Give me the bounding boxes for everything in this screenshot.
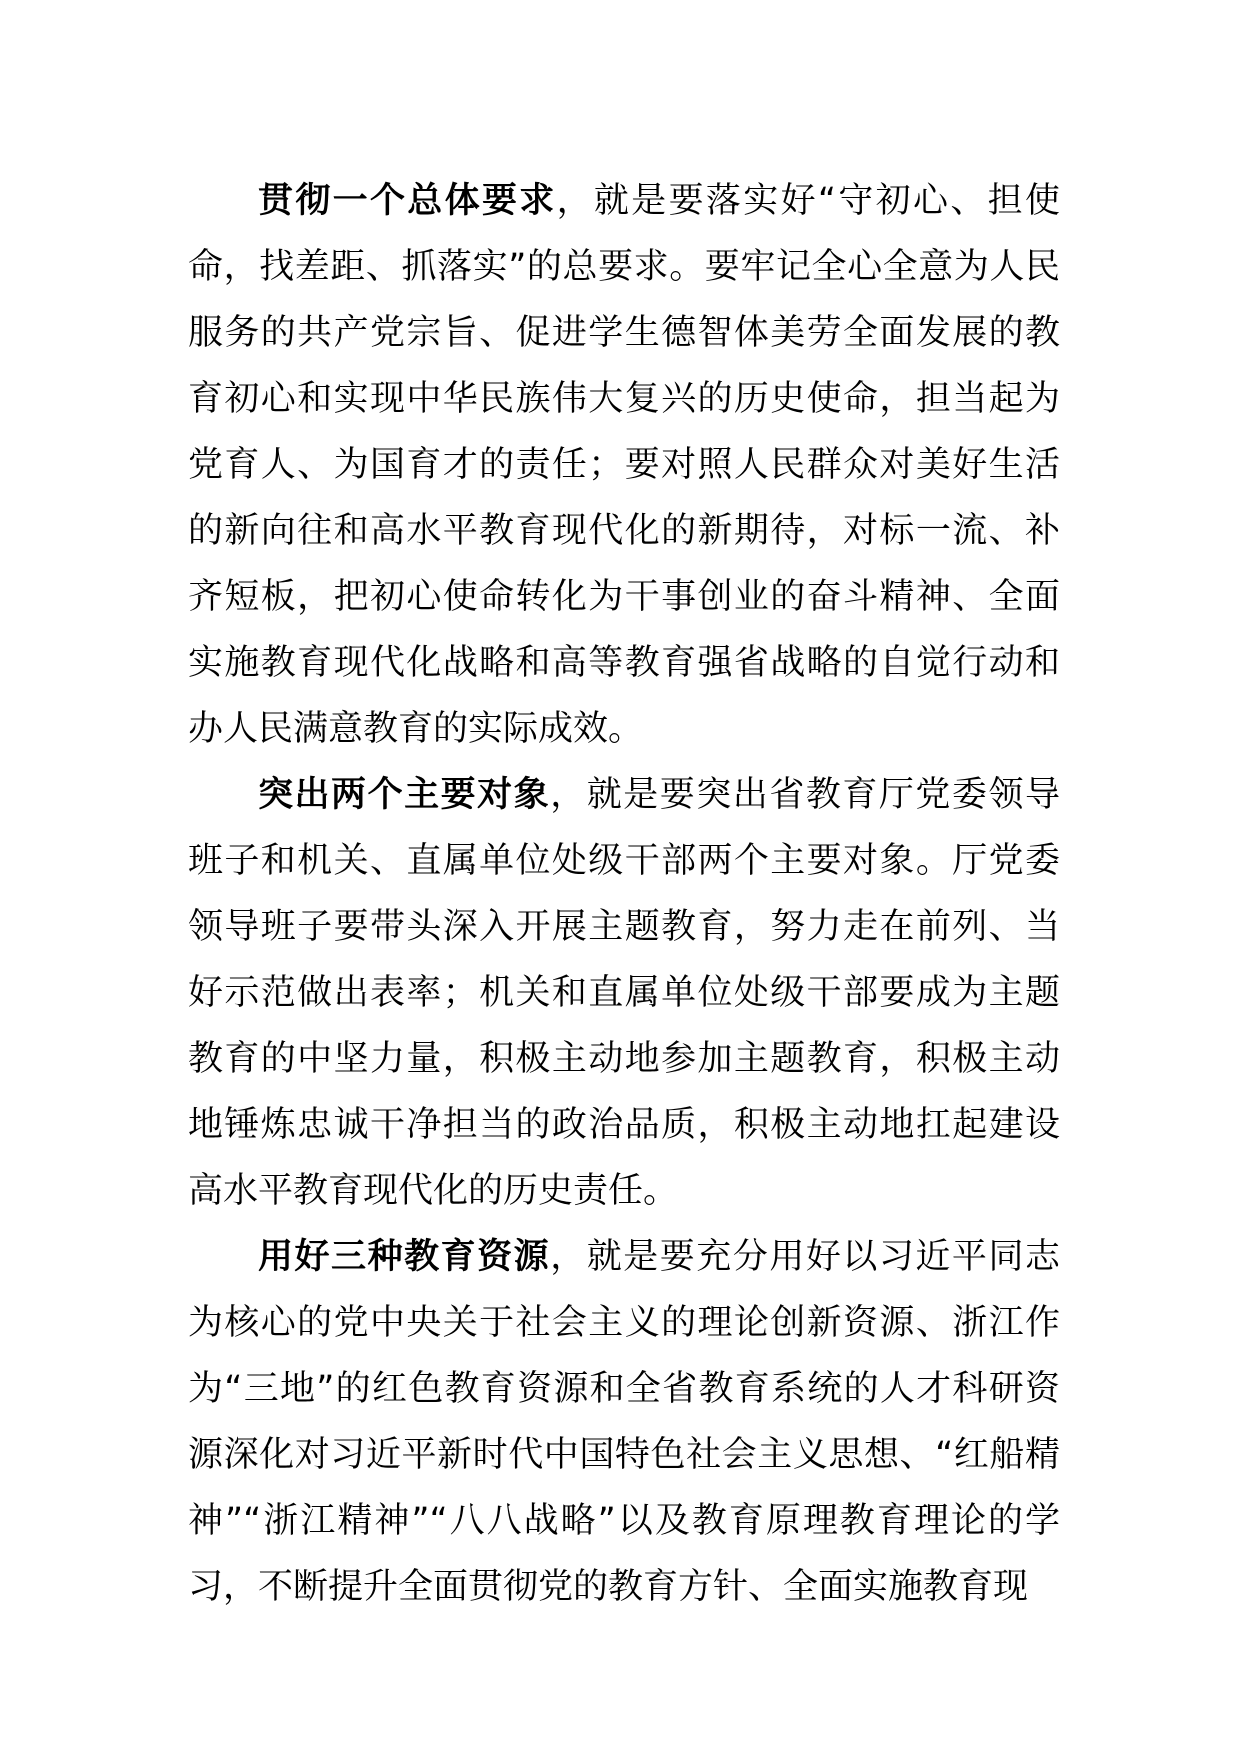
paragraph-text: ，就是要充分用好以习近平同志为核心的党中央关于社会主义的理论创新资源、浙江作为“三地”的红色教育资源和全省教育系统的人才科研资源深化对习近平新时代中国特色社会主义思想、“红船精神”“浙江精神”“八八战略”以及教育原理教育理论的学习，不断提升全面贯彻党的教育方针、全面实施教育现 xyxy=(188,1237,1060,1607)
paragraph-main-objects xyxy=(188,762,1060,1224)
paragraph-lead-heading: 用好三种教育资源 xyxy=(258,1237,551,1277)
paragraph-text: ，就是要突出省教育厅党委领导班子和机关、直属单位处级干部两个主要对象。厅党委领导班子要带头深入开展主题教育，努力走在前列、当好示范做出表率；机关和直属单位处级干部要成为主题教育的中坚力量，积极主动地参加主题教育，积极主动地锤炼忠诚干净担当的政治品质，积极主动地扛起建设高水平教育现代化的历史责任。 xyxy=(188,775,1060,1211)
paragraph-lead-heading: 贯彻一个总体要求 xyxy=(258,181,557,221)
paragraph-education-resources xyxy=(188,1224,1060,1620)
document-body xyxy=(188,168,1060,1620)
paragraph-lead-heading: 突出两个主要对象 xyxy=(258,775,551,815)
paragraph-text: ，就是要落实好“守初心、担使命，找差距、抓落实”的总要求。要牢记全心全意为人民服务的共产党宗旨、促进学生德智体美劳全面发展的教育初心和实现中华民族伟大复兴的历史使命，担当起为党育人、为国育才的责任；要对照人民群众对美好生活的新向往和高水平教育现代化的新期待，对标一流、补齐短板，把初心使命转化为干事创业的奋斗精神、全面实施教育现代化战略和高等教育强省战略的自觉行动和办人民满意教育的实际成效。 xyxy=(188,181,1060,749)
paragraph-overall-requirement xyxy=(188,168,1060,762)
